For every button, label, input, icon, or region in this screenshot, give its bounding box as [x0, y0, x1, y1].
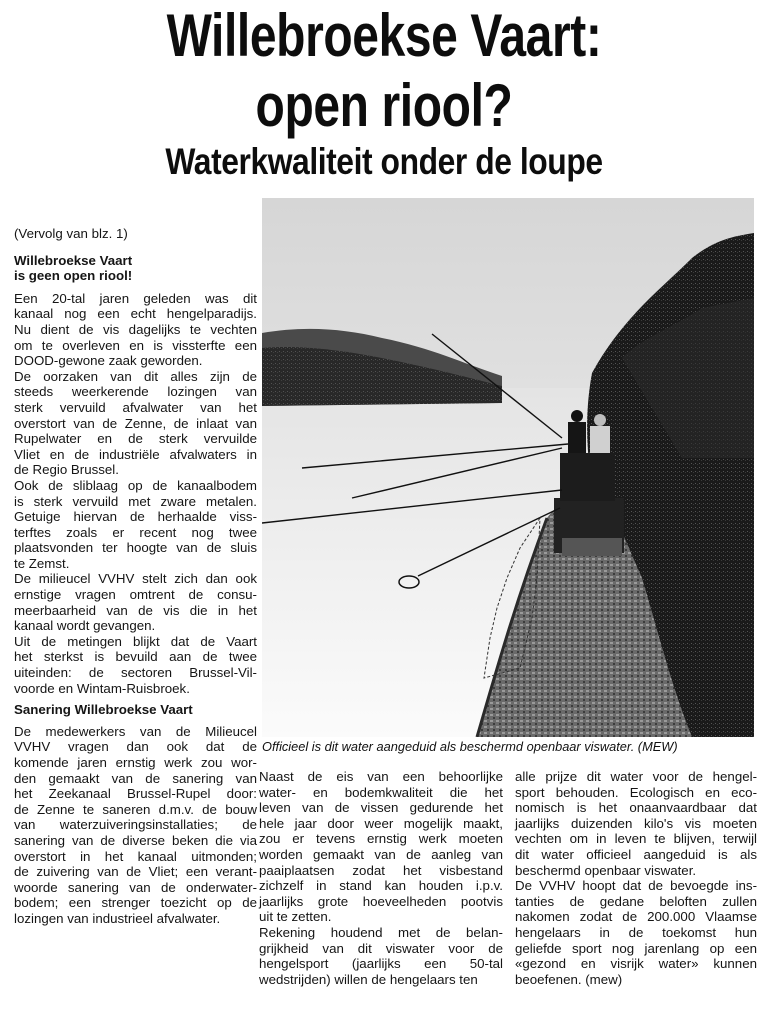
- text-line: worden gemaakt van de aanleg van: [259, 846, 503, 862]
- text-line: nomisch is het onaanvaardbaar dat: [515, 800, 757, 816]
- text-line: DOOD-gewone zaak geworden.: [14, 353, 203, 369]
- text-line: meerbaarheid van de vis die in het: [14, 602, 257, 618]
- article-column-1: [14, 226, 257, 927]
- text-line: hele jaar door weer mogelijk maakt,: [259, 815, 503, 831]
- headline-line-1: Willebroekse Vaart:: [166, 2, 602, 69]
- text-line: Getuige hiervan de herhaalde viss-: [14, 509, 257, 525]
- article-column-3: [515, 769, 757, 987]
- text-line: zichzelf in stand kan houden i.p.v.: [259, 878, 503, 894]
- photo-caption: Officieel is dit water aangeduid als beschermd openbaar viswater. (MEW): [262, 739, 678, 754]
- text-line: de Regio Brussel.: [14, 462, 119, 478]
- text-line: grijkheid van dit viswater voor de: [259, 940, 503, 956]
- text-line: De milieucel VVHV stelt zich dan ook: [14, 571, 257, 587]
- section-1-text: [14, 291, 257, 696]
- heading-line: is geen open riool!: [14, 268, 133, 284]
- section-heading-2: Sanering Willebroekse Vaart: [14, 702, 193, 718]
- text-line: woorde sanering van de onderwater-: [14, 879, 257, 895]
- article-column-2: [259, 769, 503, 987]
- text-line: te Zemst.: [14, 555, 70, 571]
- text-line: het sterkst is bevuild aan de twee: [14, 649, 257, 665]
- text-line: jaarlijks duizenden kilo's vis moeten: [515, 815, 757, 831]
- text-line: voorde en Wintam-Ruisbroek.: [14, 680, 190, 696]
- column-2-text: [259, 769, 503, 987]
- text-line: beoefenen. (mew): [515, 971, 623, 987]
- text-line: uit te zetten.: [259, 909, 332, 925]
- text-line: steeds weerkerende lozingen van: [14, 384, 257, 400]
- text-line: De oorzaken van dit alles zijn de: [14, 368, 257, 384]
- text-line: leven van de vissen gedurende het: [259, 800, 503, 816]
- fishing-canal-photo: [262, 198, 754, 737]
- text-line: water- en bodemkwaliteit die het: [259, 784, 503, 800]
- text-line: Ook de sliblaag op de kanaalbodem: [14, 477, 257, 493]
- text-line: komende jaren ernstig werk zou wor-: [14, 755, 257, 770]
- text-line: ernstige vragen omtrent de consu-: [14, 587, 257, 603]
- text-line: Rupelwater en de sterk vervuilde: [14, 431, 257, 447]
- text-line: het Zeekanaal Brussel-Rupel door:: [14, 786, 257, 802]
- text-line: van waterzuiveringsinstallaties; de: [14, 817, 257, 833]
- text-line: de Zenne te saneren d.m.v. de bouw: [14, 801, 257, 817]
- text-line: vechten om in leven te blijven, terwijl: [515, 831, 757, 847]
- text-line: nakomen zodat de 200.000 Vlaamse: [515, 909, 757, 925]
- text-line: terftes zoals er recent nog twee: [14, 524, 257, 540]
- text-line: Vliet en de industriële afvalwaters in: [14, 446, 257, 462]
- text-line: alle prijze dit water voor de hengel-: [515, 769, 757, 784]
- heading-line: Willebroekse Vaart: [14, 252, 133, 268]
- text-line: tanties de gedane beloften zullen: [515, 893, 757, 909]
- text-line: paaiplaatsen zodat het visbestand: [259, 862, 503, 878]
- text-line: Naast de eis van een behoorlijke: [259, 769, 503, 784]
- text-line: sterk vervuild afvalwater van het: [14, 399, 257, 415]
- text-line: sanering van de diverse beken die via: [14, 832, 257, 848]
- text-line: sport behouden. Ecologisch en eco-: [515, 784, 757, 800]
- text-line: jaarlijks grote hoeveelheden pootvis: [259, 893, 503, 909]
- text-line: De VVHV hoopt dat de bevoegde ins-: [515, 878, 757, 894]
- text-line: Rekening houdend met de belan-: [259, 924, 503, 940]
- text-line: VVHV vragen dan ook dat de: [14, 739, 257, 755]
- text-line: Nu dient de vis dagelijks te vechten: [14, 321, 257, 337]
- subtitle: Waterkwaliteit onder de loupe: [165, 141, 603, 182]
- text-line: de zuivering van de Vliet; een verant-: [14, 864, 257, 880]
- text-line: overstort in het kanaal uitmonden;: [14, 848, 257, 864]
- text-line: beschermd openbaar viswater.: [515, 862, 697, 878]
- text-line: om te overleven en is vissterfte een: [14, 337, 257, 353]
- text-line: Een 20-tal jaren geleden was dit: [14, 290, 257, 306]
- column-3-text: [515, 769, 757, 987]
- text-line: zou er tevens ernstig werk moeten: [259, 831, 503, 847]
- text-line: dit water officieel aangeduid is als: [515, 846, 757, 862]
- text-line: geliefde sport nog jarenlang op een: [515, 940, 757, 956]
- text-line: hengelaars in de toekomst hun: [515, 924, 757, 940]
- text-line: lozingen van industrieel afvalwater.: [14, 910, 221, 926]
- text-line: bodem; een strenger toezicht op de: [14, 895, 257, 911]
- headline-line-2: open riool?: [255, 72, 513, 139]
- text-line: kanaal nog een echt hengelparadijs.: [14, 306, 257, 322]
- text-line: wedstrijden) willen de hengelaars ten: [259, 971, 478, 987]
- section-2-text: [14, 724, 257, 927]
- text-line: Uit de metingen blijkt dat de Vaart: [14, 633, 257, 649]
- text-line: plaatsvonden ter hoogte van de sluis: [14, 540, 257, 556]
- text-line: hengelsport (jaarlijks een 50-tal: [259, 956, 503, 972]
- text-line: den gemaakt van de sanering van: [14, 770, 257, 786]
- text-line: «gezond en visrijk water» kunnen: [515, 956, 757, 972]
- text-line: overstort van de Zenne, de inlaat van: [14, 415, 257, 431]
- text-line: kanaal wordt gevangen.: [14, 618, 156, 634]
- continued-note: (Vervolg van blz. 1): [14, 226, 128, 241]
- section-heading-1: [14, 253, 257, 284]
- text-line: uiteinden: de sectoren Brussel-Vil-: [14, 665, 257, 681]
- text-line: is sterk vervuild met zware metalen.: [14, 493, 257, 509]
- text-line: De medewerkers van de Milieucel: [14, 723, 257, 739]
